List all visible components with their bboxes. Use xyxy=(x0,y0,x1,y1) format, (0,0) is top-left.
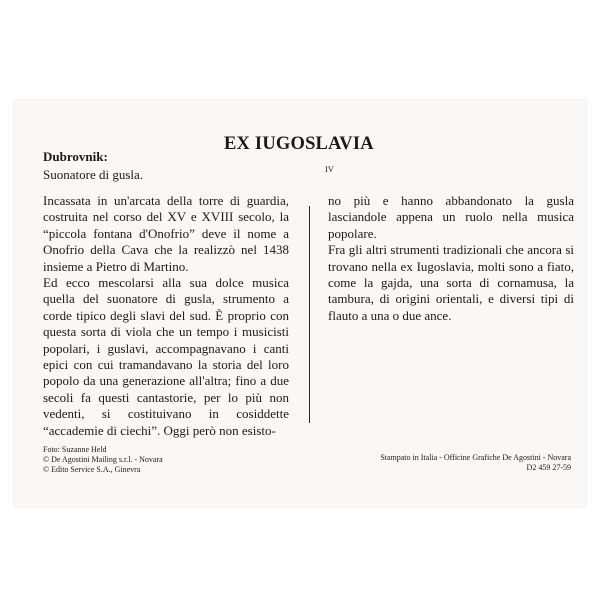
credit-line: © De Agostini Mailing s.r.l. - Novara xyxy=(43,455,163,464)
credit-line: D2 459 27-59 xyxy=(526,463,571,472)
body-paragraph: Ed ecco mescolarsi alla sua dolce musica quella del suonatore di gusla, strumento a corde tipico degli slavi del sud. È proprio con questa sorta di viola che un tempo i musicisti popolari, i guslavi, accompagnavano i canti epici con cui tramandavano la storia del loro popolo da una generazione all'altra; fino a due secoli fa questi cantastorie, per lo più non vedenti, si costituivano in cosiddette “accademie di ciechi”. Oggi però non esisto- xyxy=(43,275,289,438)
column-divider xyxy=(309,206,310,423)
printer-credits xyxy=(367,453,571,473)
credit-line: Stampato in Italia - Officine Grafiche De Agostini - Novara xyxy=(380,453,571,462)
body-column-right xyxy=(328,193,574,324)
photo-credits xyxy=(43,445,163,475)
body-column-left xyxy=(43,193,289,439)
series-numeral: IV xyxy=(325,164,334,174)
postcard-back xyxy=(14,100,586,507)
card-title: EX IUGOSLAVIA xyxy=(224,134,374,154)
credit-line: Foto: Suzanne Held xyxy=(43,445,107,454)
body-paragraph: Fra gli altri strumenti tradizionali che ancora si trovano nella ex Iugoslavia, molti sono a fiato, come la gajda, una sorta di cornamusa, la tambura, di origini orientali, e diversi tipi di flauto a una o due ance. xyxy=(328,242,574,323)
body-paragraph: no più e hanno abbandonato la gusla lasciandole appena un ruolo nella musica popolare. xyxy=(328,193,574,241)
location-heading: Dubrovnik: xyxy=(43,149,108,164)
card-subtitle: Suonatore di gusla. xyxy=(43,167,144,182)
credit-line: © Edito Service S.A., Ginevra xyxy=(43,465,141,474)
body-paragraph: Incassata in un'arcata della torre di guardia, costruita nel corso del XV e XVIII secolo, la “piccola fontana d'Onofrio” deve il nome a Onofrio della Cava che la realizzò nel 1438 insieme a Pietro di Martino. xyxy=(43,193,289,274)
